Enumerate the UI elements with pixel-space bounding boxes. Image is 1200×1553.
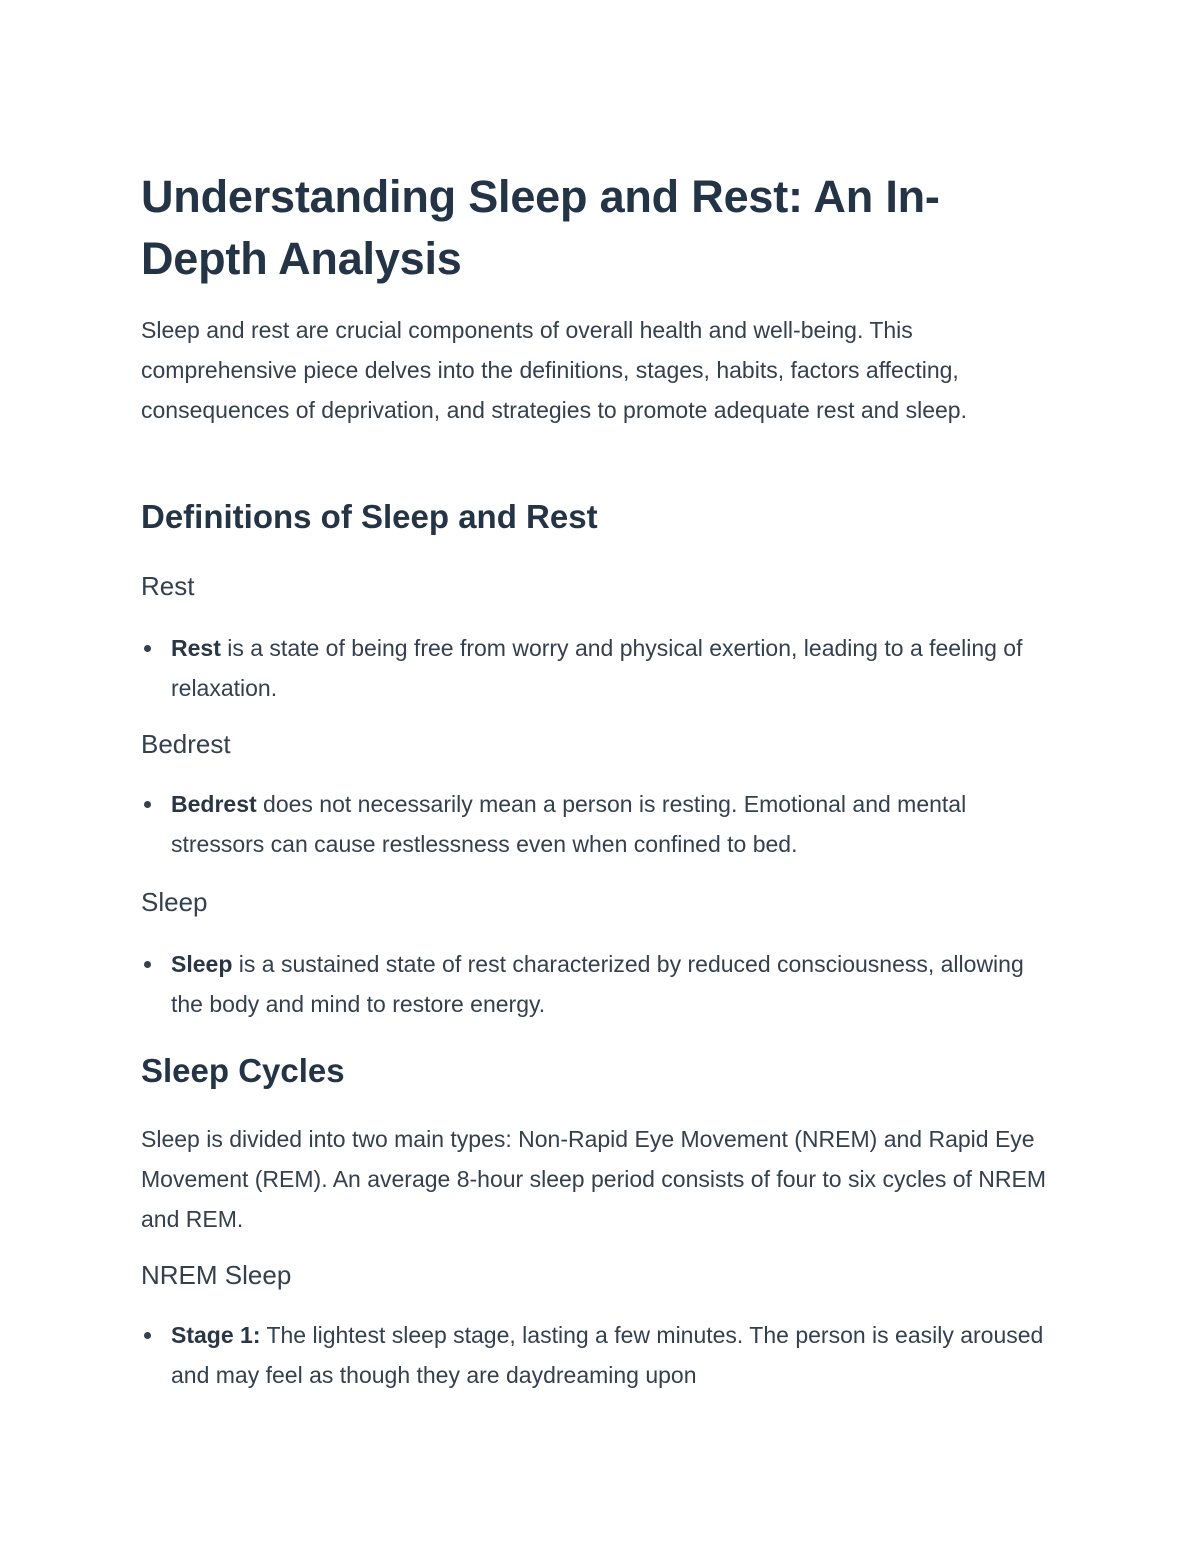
list-item [141, 944, 1056, 1024]
section-heading-sleep-cycles: Sleep Cycles [141, 1052, 345, 1089]
term-sleep: Sleep [171, 951, 233, 977]
subheading-nrem-sleep: NREM Sleep [141, 1260, 292, 1290]
definition-sleep: is a sustained state of rest characterized by reduced consciousness, allowing the body and mind to restore energy. [171, 951, 1024, 1017]
list-item [141, 1315, 1056, 1395]
list-item [141, 784, 1056, 864]
term-bedrest: Bedrest [171, 791, 257, 817]
intro-paragraph: Sleep and rest are crucial components of overall health and well-being. This comprehensive piece delves into the definitions, stages, habits, factors affecting, consequences of deprivation, and strategies to promote adequate rest and sleep. [141, 317, 967, 423]
definition-stage-1: The lightest sleep stage, lasting a few minutes. The person is easily aroused and may feel as though they are daydreaming upon [171, 1322, 1044, 1388]
subheading-sleep: Sleep [141, 887, 208, 917]
bullet-icon [144, 1332, 151, 1339]
bullet-icon [144, 961, 151, 968]
definition-bedrest: does not necessarily mean a person is resting. Emotional and mental stressors can cause restlessness even when confined to bed. [171, 791, 967, 857]
list-item [141, 628, 1056, 708]
nrem-stage-list [141, 1315, 1056, 1395]
page-title: Understanding Sleep and Rest: An In-Depth Analysis [141, 171, 940, 284]
term-stage-1: Stage 1: [171, 1322, 261, 1348]
section-heading-definitions: Definitions of Sleep and Rest [141, 498, 598, 535]
sleep-list [141, 944, 1056, 1024]
subheading-rest: Rest [141, 571, 195, 601]
bullet-icon [144, 801, 151, 808]
sleep-cycles-paragraph: Sleep is divided into two main types: Non-Rapid Eye Movement (NREM) and Rapid Eye Movement (REM). An average 8-hour sleep period consists of four to six cycles of NREM and REM. [141, 1126, 1047, 1232]
bedrest-list [141, 784, 1056, 864]
rest-list [141, 628, 1056, 708]
definition-rest: is a state of being free from worry and physical exertion, leading to a feeling of relaxation. [171, 635, 1023, 701]
term-rest: Rest [171, 635, 221, 661]
subheading-bedrest: Bedrest [141, 729, 231, 759]
bullet-icon [144, 645, 151, 652]
